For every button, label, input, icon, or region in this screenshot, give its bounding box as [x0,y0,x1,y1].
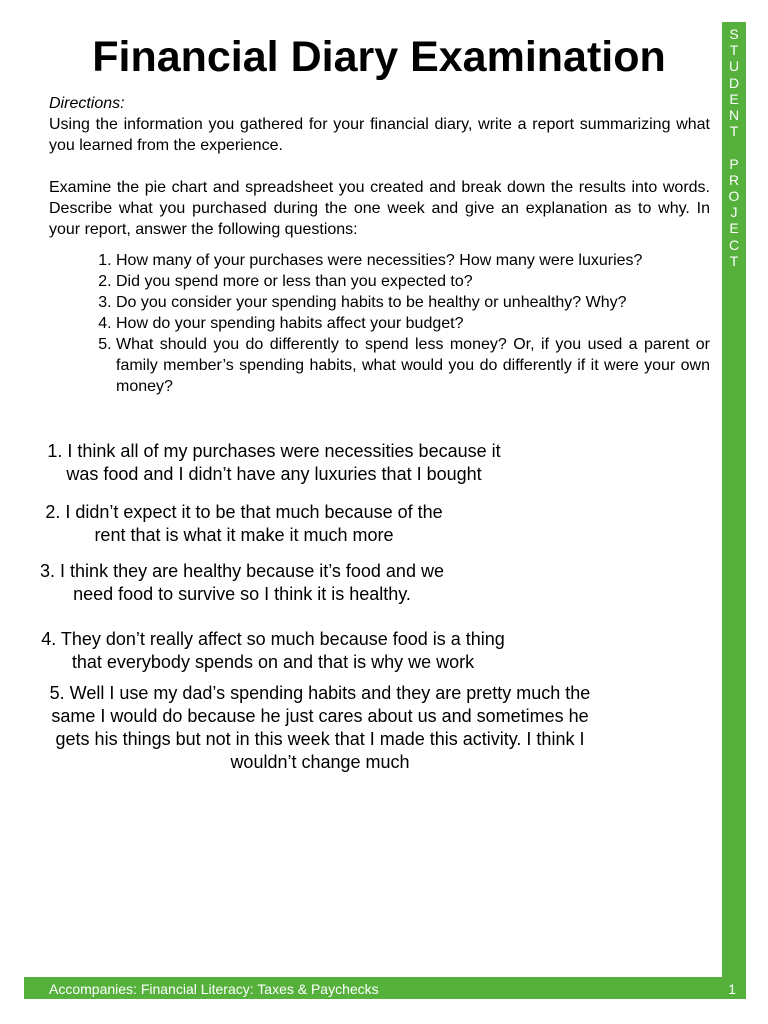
footer-bar [24,977,746,999]
answer-4: 4. They don’t really affect so much because food is a thing that everybody spends on and that is why we work [41,629,505,672]
page-number: 1 [728,981,736,997]
answer-2: 2. I didn’t expect it to be that much because of the rent that is what it make it much more [45,502,443,545]
question-item-3: 3. Do you consider your spending habits to be healthy or unhealthy? Why? [116,292,710,313]
page-title: Financial Diary Examination [92,33,666,81]
directions-paragraph-1: Using the information you gathered for your financial diary, write a report summarizing what you learned from the experience. [49,116,710,154]
question-list [49,250,710,397]
student-project-sidebar [722,22,746,977]
directions-label: Directions: [49,95,125,112]
footer-text: Accompanies: Financial Literacy: Taxes & Paychecks [49,981,379,997]
answer-1: 1. I think all of my purchases were necessities because it was food and I didn’t have any luxuries that I bought [47,441,501,484]
question-item-5: 5. What should you do differently to spend less money? Or, if you used a parent or family member’s spending habits, what would you do differently if it were your own money? [116,334,710,397]
answer-5: 5. Well I use my dad’s spending habits and they are pretty much the same I would do because he just cares about us and sometimes he gets his things but not in this week that I made this activity. I think I wouldn’t change much [49,683,591,772]
question-item-2: 2. Did you spend more or less than you expected to? [116,271,710,292]
directions-paragraph-2: Examine the pie chart and spreadsheet you created and break down the results into words. Describe what you purchased during the one week and give an explanation as to why. In your report, answer the following questions: [49,179,710,238]
question-item-4: 4. How do your spending habits affect your budget? [116,313,710,334]
directions-section [49,93,710,397]
sidebar-label: S T U D E N T P R O J E C T [728,26,740,269]
answer-3: 3. I think they are healthy because it’s food and we need food to survive so I think it is healthy. [40,561,444,604]
question-item-1: 1. How many of your purchases were necessities? How many were luxuries? [116,250,710,271]
